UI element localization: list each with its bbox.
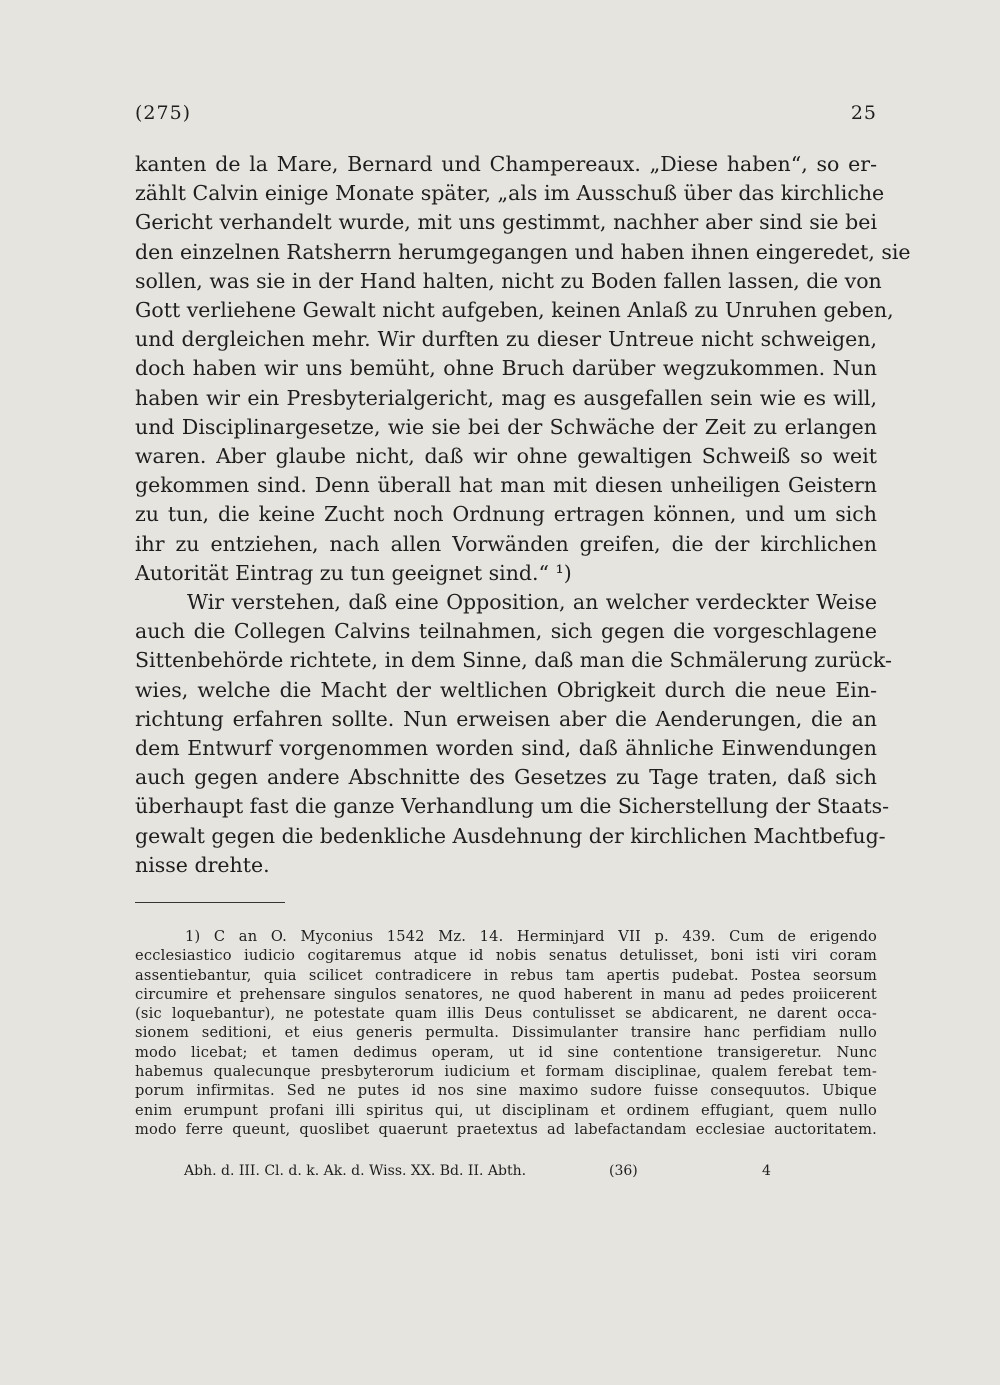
text-line: und Disciplinargesetze, wie sie bei der Schwäche der Zeit zu erlangen — [135, 414, 877, 439]
text-line: Gott verliehene Gewalt nicht aufgeben, keinen Anlaß zu Unruhen geben, — [135, 298, 894, 323]
text-line: haben wir ein Presbyterialgericht, mag es ausgefallen sein wie es will, — [135, 385, 877, 410]
text-line: auch die Collegen Calvins teilnahmen, sich gegen die vorgeschlagene — [135, 619, 877, 644]
text-line: gewalt gegen die bedenkliche Ausdehnung der kirchlichen Machtbefug- — [135, 823, 886, 848]
text-line: dem Entwurf vorgenommen worden sind, daß ähnliche Einwendungen — [135, 736, 877, 761]
sheet-number: 4 — [762, 1163, 771, 1179]
footnote-line: modo ferre queunt, quoslibet quaerunt praetextus ad labefactandam ecclesiae auctoritatem. — [135, 1120, 877, 1138]
footnote-divider — [135, 902, 285, 903]
page-number-right: 25 — [850, 102, 877, 124]
text-line: nisse drehte. — [135, 852, 270, 877]
text-line: Autorität Eintrag zu tun geeignet sind.“ ¹) — [135, 560, 572, 585]
text-line: kanten de la Mare, Bernard und Champereaux. „Diese haben“, so er- — [135, 152, 877, 176]
footnote-line: enim erumpunt profani illi spiritus qui, ut disciplinam et ordinem effugiant, quem nullo — [135, 1101, 877, 1119]
footnote-line: sionem seditioni, et eius generis permulta. Dissimulanter transire hanc perfidiam nullo — [135, 1024, 877, 1042]
text-line: wies, welche die Macht der weltlichen Obrigkeit durch die neue Ein- — [135, 677, 877, 702]
footnote-line: porum infirmitas. Sed ne putes id nos sine maximo sudore fuisse consequutos. Ubique — [135, 1082, 877, 1100]
text-line: doch haben wir uns bemüht, ohne Bruch darüber wegzukommen. Nun — [135, 356, 877, 381]
footnote-line: assentiebantur, quia scilicet contradicere in rebus tam apertis pudebat. Postea seorsum — [135, 966, 877, 984]
footnote-line: ecclesiastico iudicio cogitaremus atque id nobis senatus detulisset, boni isti viri coram — [135, 947, 877, 965]
text-line: den einzelnen Ratsherrn herumgegangen und haben ihnen eingeredet, sie — [135, 239, 911, 264]
text-line: zu tun, die keine Zucht noch Ordnung ertragen können, und um sich — [135, 502, 877, 527]
text-line: sollen, was sie in der Hand halten, nicht zu Boden fallen lassen, die von — [135, 268, 882, 293]
text-line: richtung erfahren sollte. Nun erweisen aber die Aenderungen, die an — [135, 706, 877, 731]
footnote-line: (sic loquebantur), ne potestate quam illis Deus contulisset se abdicarent, ne darent occa- — [135, 1005, 877, 1023]
text-line: ihr zu entziehen, nach allen Vorwänden greifen, die der kirchlichen — [135, 531, 877, 556]
text-line: waren. Aber glaube nicht, daß wir ohne gewaltigen Schweiß so weit — [135, 444, 877, 469]
series-line: Abh. d. III. Cl. d. k. Ak. d. Wiss. XX. Bd. II. Abth. — [184, 1163, 527, 1179]
text-line: auch gegen andere Abschnitte des Gesetzes zu Tage traten, daß sich — [135, 765, 877, 790]
page-number-left: (275) — [135, 102, 192, 124]
signature-mark: (36) — [609, 1163, 638, 1179]
footnote-line: circumire et prehensare singulos senatores, ne quod haberent in manu ad pedes proiicerent — [135, 985, 877, 1003]
text-line: überhaupt fast die ganze Verhandlung um die Sicherstellung der Staats- — [135, 794, 890, 819]
text-line: gekommen sind. Denn überall hat man mit diesen unheiligen Geistern — [135, 473, 877, 498]
footnote — [135, 927, 877, 1139]
footnote-line: 1) C an O. Myconius 1542 Mz. 14. Herminjard VII p. 439. Cum de erigendo — [185, 928, 877, 945]
text-line: Gericht verhandelt wurde, mit uns gestimmt, nachher aber sind sie bei — [135, 210, 877, 235]
text-line: Wir verstehen, daß eine Opposition, an welcher verdeckter Weise — [187, 590, 877, 615]
main-text — [135, 150, 911, 880]
footnote-line: habemus qualecunque presbyterorum iudicium et formam disciplinae, qualem ferebat tem- — [135, 1063, 877, 1081]
text-line: und dergleichen mehr. Wir durften zu dieser Untreue nicht schweigen, — [135, 327, 877, 352]
text-line: zählt Calvin einige Monate später, „als im Ausschuß über das kirchliche — [135, 181, 885, 206]
footnote-line: modo licebat; et tamen dedimus operam, ut id sine contentione transigeretur. Nunc — [135, 1043, 877, 1061]
text-line: Sittenbehörde richtete, in dem Sinne, daß man die Schmälerung zurück- — [135, 648, 892, 673]
